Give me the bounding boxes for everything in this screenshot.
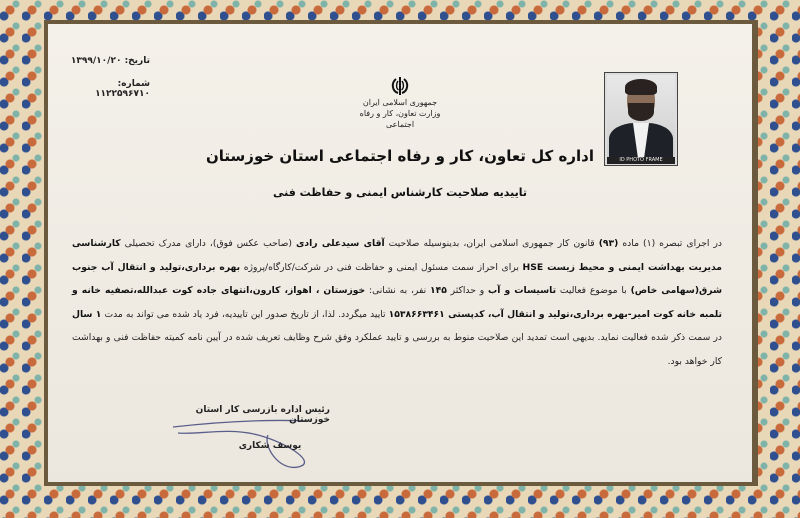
- body-text: برای احراز سمت مسئول ایمنی و حفاظت فنی در شرکت/کارگاه/پروژه: [240, 261, 523, 273]
- body-text: با موضوع فعالیت: [556, 285, 631, 296]
- body-text: تایید میگردد. لذا، از تاریخ صدور این تاییدیه، فرد یاد شده می تواند به مدت: [101, 308, 389, 320]
- company-name: بهره برداری،تولید و انتقال آب جنوب شرق(سهامی خاص): [72, 261, 722, 296]
- body-text: در سمت ذکر شده فعالیت نماید. بدیهی است تمدید این صلاحیت منوط به بررسی و تایید عملکرد وفق شرح وظایف تعریف شده در آیین نامه کمیته حفاظت فنی و بهداشت کار خواهد بود.: [72, 332, 722, 367]
- body-text: (صاحب عکس فوق)، دارای مدرک تحصیلی: [120, 238, 296, 249]
- body-text: قانون کار جمهوری اسلامی ایران، بدینوسیله صلاحیت: [384, 238, 599, 249]
- company-address: خوزستان ، اهواز، کارون،انتهای جاده کوت عبدالله،تصفیه خانه و تلمبه خانه کوت امیر-بهره برداری،تولید و انتقال آب، کدپستی ۱۵۳۸۶۶۳۴۶۱: [72, 285, 723, 320]
- page-title: اداره کل تعاون، کار و رفاه اجتماعی استان خوزستان: [206, 147, 594, 165]
- signer-name: یوسف شکاری: [238, 441, 302, 451]
- signer-position: رئیس اداره بازرسی کار استان خوزستان: [195, 405, 330, 425]
- certificate-body: [72, 232, 722, 373]
- holder-name: آقای سیدعلی رادی: [295, 238, 385, 249]
- number-field: شماره: ۱۱۲۲۵۹۶۷۱۰: [95, 79, 150, 99]
- certificate-subtitle: تاییدیه صلاحیت کارشناس ایمنی و حفاظت فنی: [272, 186, 528, 199]
- photo-caption: ID PHOTO FRAME: [607, 157, 675, 164]
- emblem: [355, 75, 445, 130]
- emblem-line-1: جمهوری اسلامی ایران: [362, 98, 438, 107]
- validity-duration: ۱ سال: [72, 308, 102, 320]
- body-text: نفر، به نشانی:: [365, 285, 431, 296]
- document-meta: [70, 56, 150, 112]
- emblem-line-2: وزارت تعاون، کار و رفاه اجتماعی: [359, 109, 441, 129]
- date-field: تاریخ: ۱۳۹۹/۱۰/۲۰: [70, 56, 150, 66]
- body-text: و حداکثر: [446, 285, 489, 296]
- employee-count: ۱۴۵: [430, 285, 447, 296]
- iran-emblem-icon: [389, 75, 411, 97]
- signature-block: [180, 405, 330, 451]
- activity-type: تاسیسات و آب: [488, 285, 557, 296]
- holder-degree: کارشناسی مدیریت بهداشت ایمنی و محیط زیست HSE: [72, 238, 722, 273]
- body-text: در اجرای تبصره (۱) ماده: [618, 238, 722, 249]
- article-number: (۹۳): [598, 238, 619, 249]
